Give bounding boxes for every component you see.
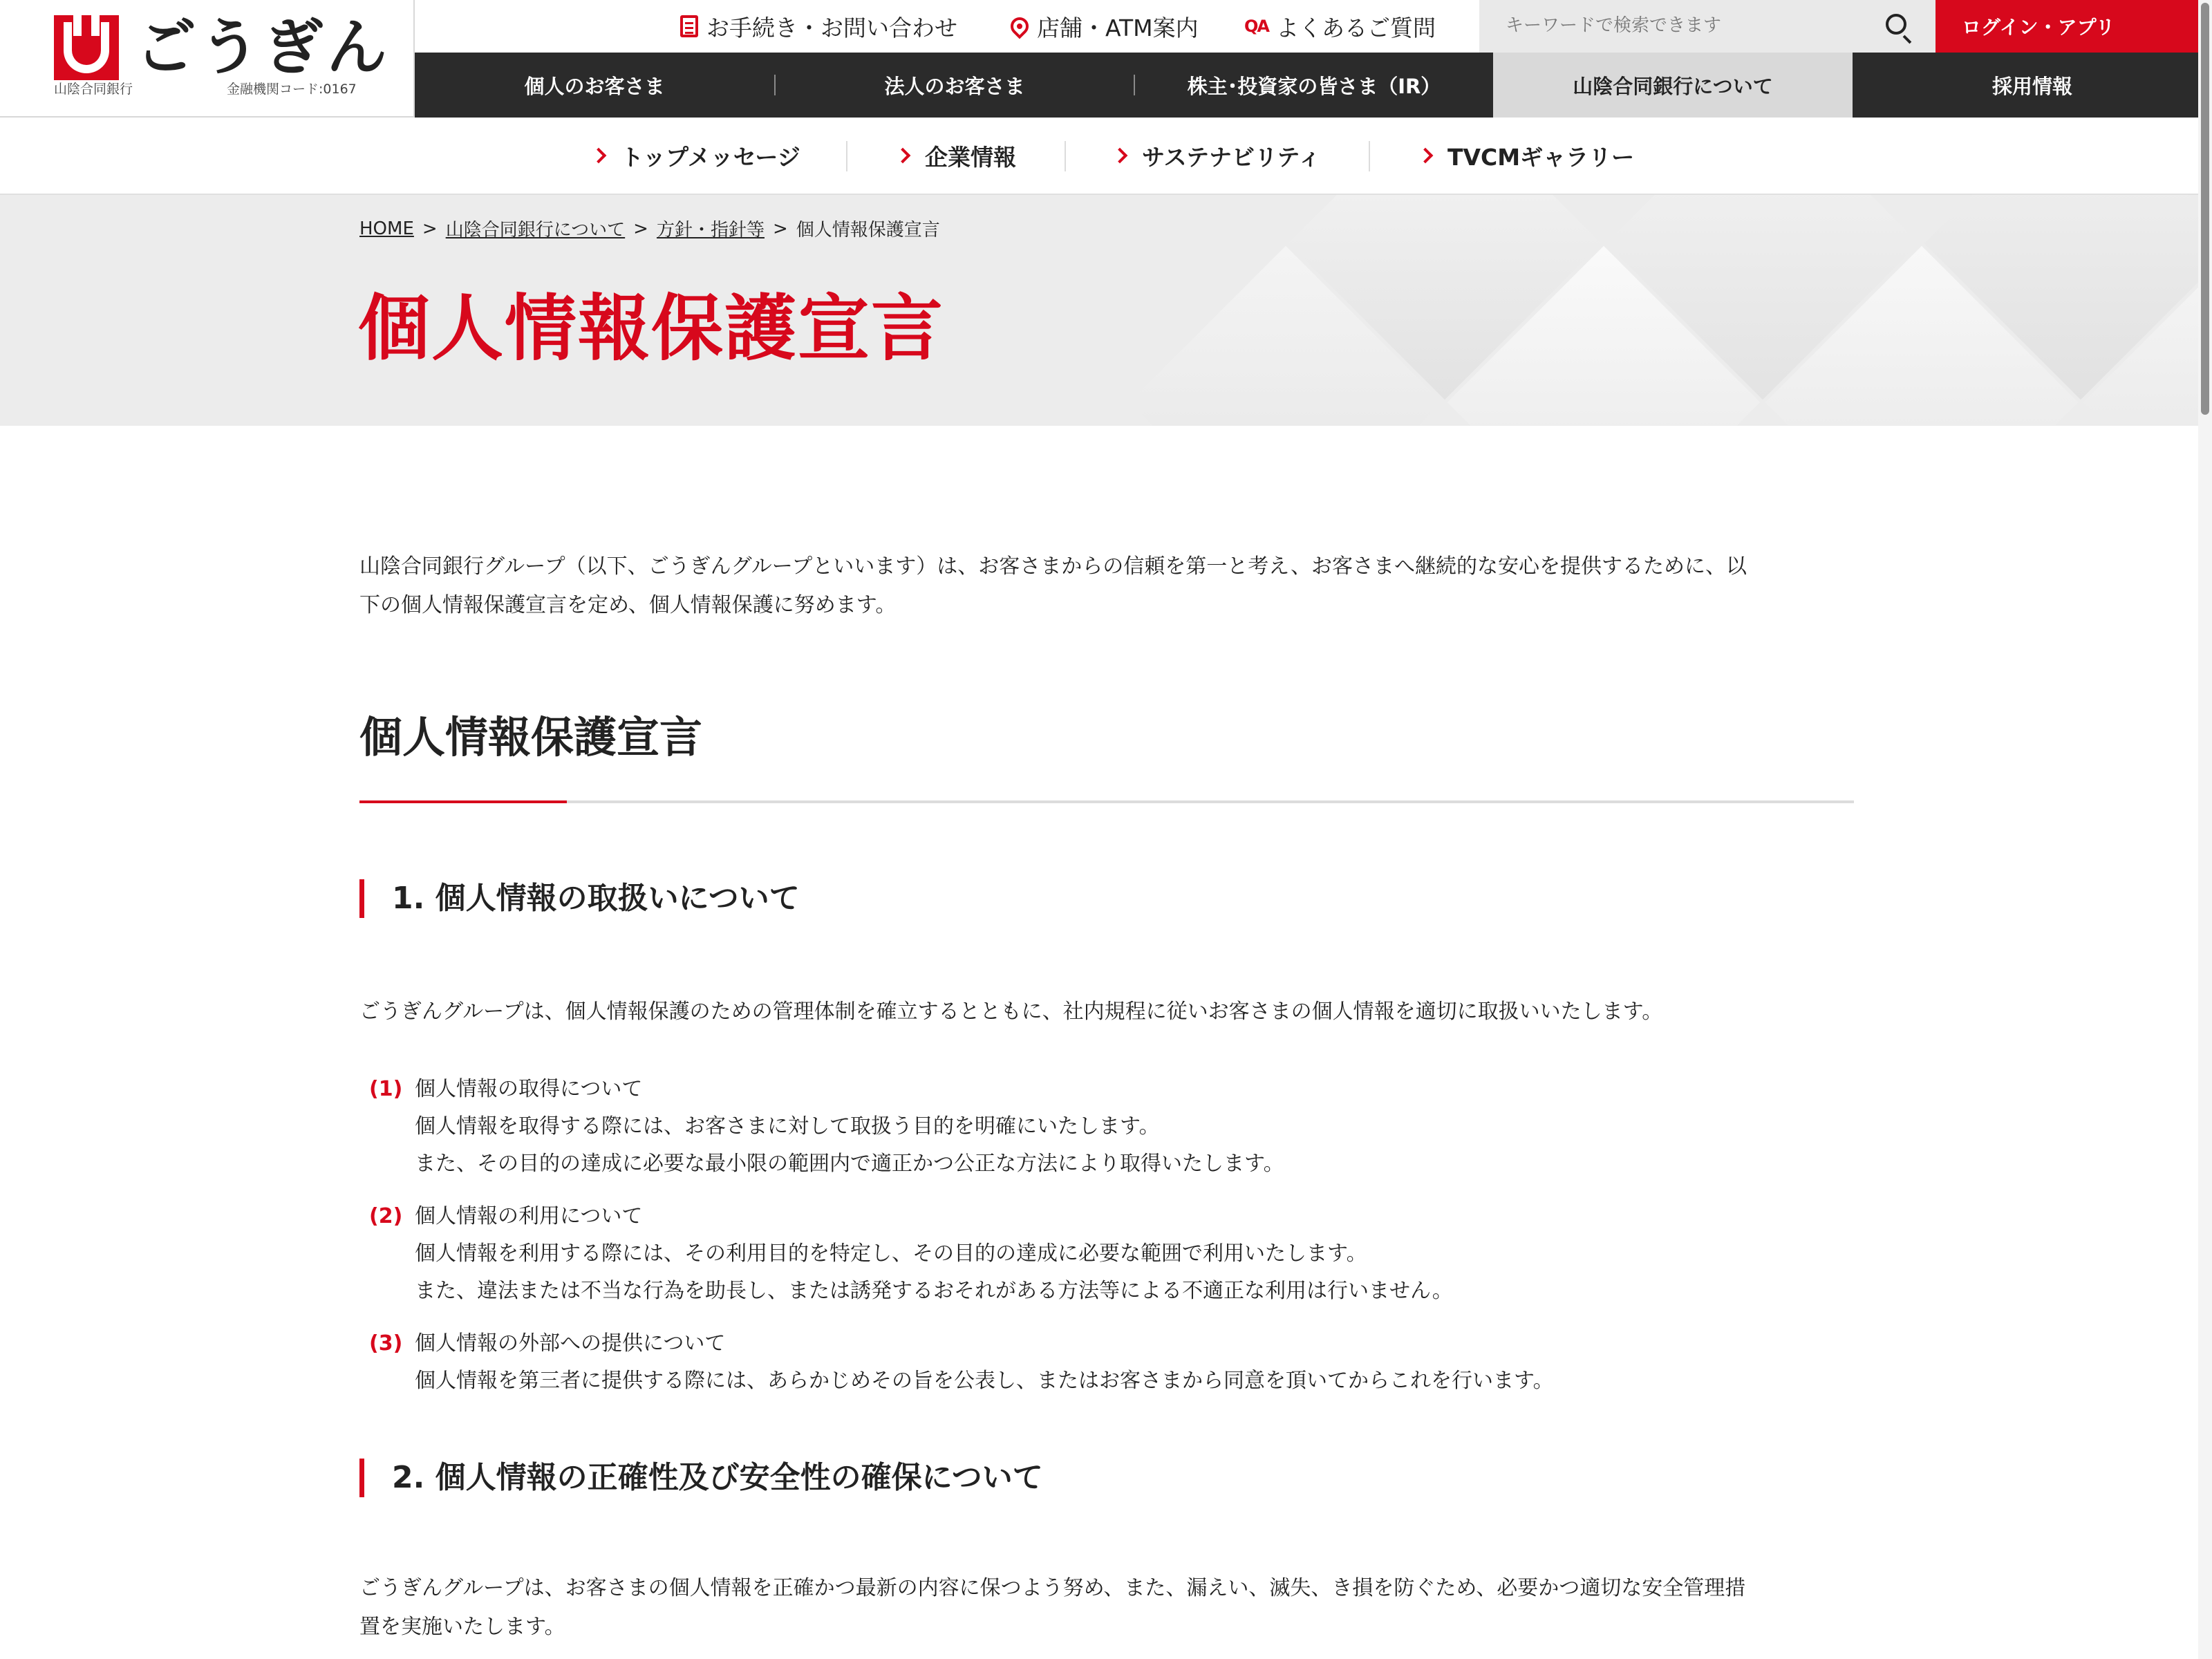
- list-item-title: 個人情報の取得について: [415, 1077, 643, 1101]
- heading-underline: [359, 800, 1854, 803]
- util-link-branch-atm[interactable]: [1011, 10, 1199, 43]
- logo-link[interactable]: [0, 0, 415, 118]
- subnav-label: TVCMギャラリー: [1447, 143, 1635, 171]
- page-scrollbar[interactable]: [2198, 0, 2212, 1659]
- chevron-right-icon: [591, 148, 607, 164]
- list-item-text: また、その目的の達成に必要な最小限の範囲内で適正かつ公正な方法により取得いたします。: [415, 1152, 1284, 1176]
- breadcrumb-about[interactable]: 山陰合同銀行について: [445, 220, 626, 241]
- logo-text: ごうぎん: [135, 12, 391, 83]
- section-heading: 個人情報保護宣言: [359, 712, 703, 762]
- subnav-company-info[interactable]: [897, 118, 1016, 194]
- util-link-procedures[interactable]: [680, 10, 957, 43]
- login-app-button[interactable]: ログイン・アプリ: [1936, 0, 2212, 53]
- search-button[interactable]: [1884, 12, 1915, 43]
- subnav-label: サステナビリティ: [1142, 143, 1321, 171]
- list-number: (3): [369, 1331, 403, 1356]
- util-link-label: お手続き・お問い合わせ: [706, 14, 957, 41]
- search-input[interactable]: [1506, 8, 1865, 43]
- subsection-1-text: ごうぎんグループは、個人情報保護のための管理体制を確立するとともに、社内規程に従いお客さまの個人情報を適切に取扱いいたします。: [359, 1000, 1663, 1024]
- bank-name: 山陰合同銀行: [54, 82, 133, 97]
- map-pin-icon: [1007, 14, 1033, 39]
- util-link-label: 店舗・ATM案内: [1037, 14, 1199, 41]
- list-item-text: 個人情報を取得する際には、お客さまに対して取扱う目的を明確にいたします。: [415, 1114, 1160, 1138]
- subnav-sustainability[interactable]: [1114, 118, 1321, 194]
- utility-nav: [415, 0, 1479, 53]
- util-link-faq[interactable]: [1244, 10, 1436, 43]
- nav-corporate[interactable]: 法人のお客さま: [884, 74, 1025, 98]
- subsection-heading-2: 2. 個人情報の正確性及び安全性の確保について: [359, 1459, 1043, 1497]
- list-item-text: また、違法または不当な行為を助長し、または誘発するおそれがある方法等による不適正な利用は行いません。: [415, 1279, 1453, 1303]
- institution-code: 金融機関コード:0167: [227, 82, 357, 97]
- intro-text: 山陰合同銀行グループ（以下、ごうぎんグループといいます）は、お客さまからの信頼を第一と考え、お客さまへ継続的な安心を提供するために、以 下の個人情報保護宣言を定め、個人情報保護に努めます。: [359, 554, 1747, 617]
- page-hero: [0, 195, 2212, 426]
- search-box: [1479, 0, 1936, 53]
- breadcrumb-policies[interactable]: 方針・指針等: [656, 220, 765, 241]
- list-number: (1): [369, 1077, 403, 1101]
- scrollbar-thumb[interactable]: [2201, 3, 2209, 415]
- list-number: (2): [369, 1204, 403, 1228]
- site-header: [0, 0, 2212, 118]
- page-title: 個人情報保護宣言: [358, 286, 945, 371]
- main-nav: [415, 53, 2212, 118]
- subnav-label: トップメッセージ: [621, 143, 800, 171]
- list-item-text: 個人情報を第三者に提供する際には、あらかじめその旨を公表し、またはお客さまから同意を頂いてからこれを行います。: [415, 1369, 1554, 1393]
- subnav-label: 企業情報: [925, 143, 1016, 171]
- breadcrumb-current: 個人情報保護宣言: [796, 220, 940, 241]
- subsection-2-text: ごうぎんグループは、お客さまの個人情報を正確かつ最新の内容に保つよう努め、また、漏えい、滅失、き損を防ぐため、必要かつ適切な安全管理措 置を実施いたします。: [359, 1576, 1746, 1639]
- nav-personal[interactable]: 個人のお客さま: [524, 74, 665, 98]
- nav-about[interactable]: 山陰合同銀行について: [1493, 53, 1853, 118]
- gougin-logo-icon: [54, 15, 119, 80]
- document-icon: [680, 15, 698, 37]
- list-item-title: 個人情報の利用について: [415, 1204, 643, 1228]
- sub-nav: [0, 118, 2212, 195]
- util-link-label: よくあるご質問: [1276, 14, 1436, 41]
- chevron-right-icon: [1112, 148, 1128, 164]
- subnav-tvcm-gallery[interactable]: [1420, 118, 1634, 194]
- subsection-heading-1: 1. 個人情報の取扱いについて: [359, 879, 800, 918]
- chevron-right-icon: [1418, 148, 1434, 164]
- nav-ir[interactable]: 株主･投資家の皆さま（IR）: [1187, 74, 1441, 98]
- nav-recruit[interactable]: 採用情報: [1991, 74, 2072, 98]
- chevron-right-icon: [895, 148, 911, 164]
- list-item-title: 個人情報の外部への提供について: [415, 1331, 726, 1356]
- qa-icon: QA: [1244, 17, 1268, 36]
- list-item-text: 個人情報を利用する際には、その利用目的を特定し、その目的の達成に必要な範囲で利用いたします。: [415, 1241, 1367, 1266]
- breadcrumb: HOME > 山陰合同銀行について > 方針・指針等 > 個人情報保護宣言: [359, 216, 940, 241]
- subnav-top-message[interactable]: [593, 118, 800, 194]
- breadcrumb-home[interactable]: HOME: [359, 218, 414, 239]
- search-icon: [1886, 14, 1906, 35]
